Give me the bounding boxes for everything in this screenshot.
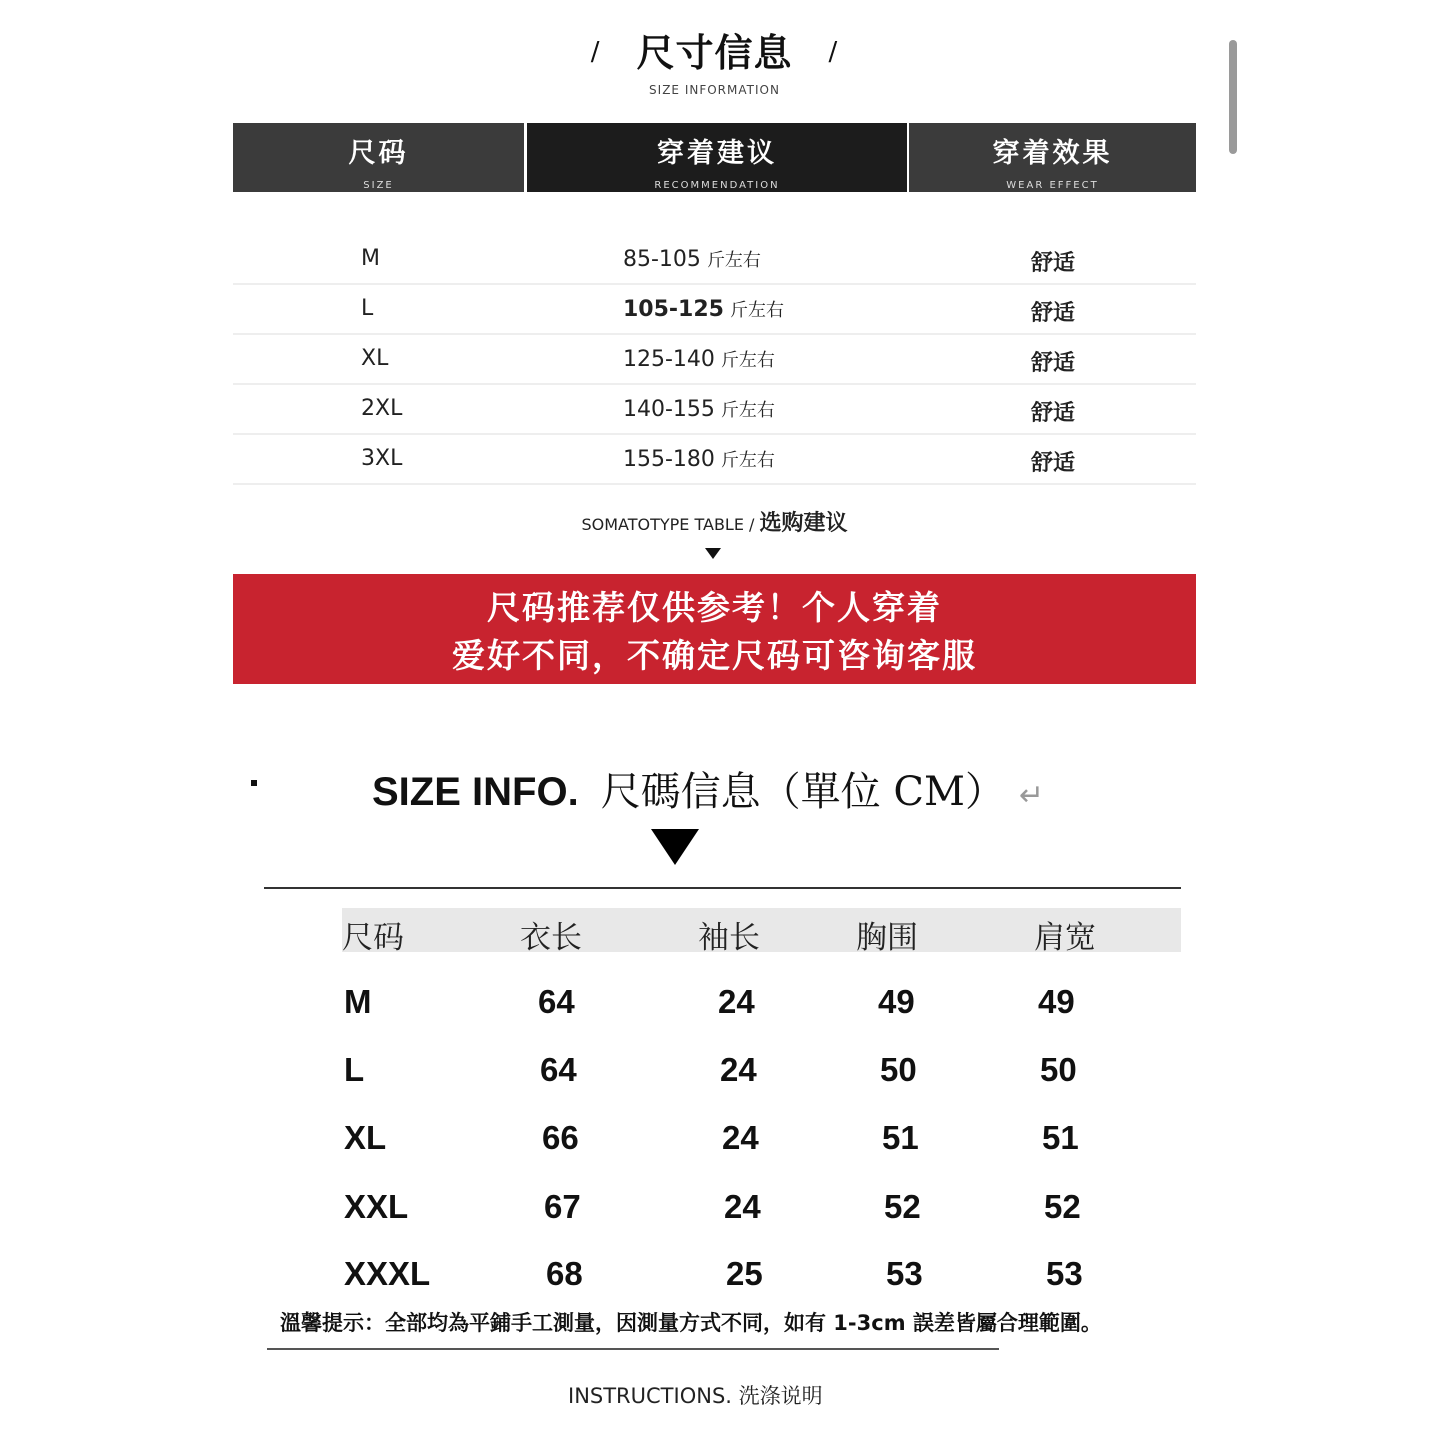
table-row xyxy=(342,1043,1181,1109)
rec-range-value: 155-180 xyxy=(623,447,715,472)
rec-range-value: 140-155 xyxy=(623,397,715,422)
cell-size: XXXL xyxy=(344,1255,431,1292)
table-row xyxy=(342,975,1181,1041)
cell-length: 64 xyxy=(540,1051,577,1088)
divider xyxy=(267,1348,999,1350)
cell-sleeve: 24 xyxy=(720,1051,757,1088)
measurement-tip: 溫馨提示：全部均為平鋪手工測量，因測量方式不同，如有 1-3cm 誤差皆屬合理範圍。 xyxy=(280,1311,1102,1335)
rec-range xyxy=(623,296,823,322)
bullet-dot xyxy=(251,780,257,786)
cell-sleeve: 24 xyxy=(724,1188,761,1225)
measure-table-header xyxy=(342,908,1181,956)
rec-row xyxy=(233,233,1196,285)
header-size-zh: 尺码 xyxy=(348,138,409,169)
cell-length: 66 xyxy=(542,1119,579,1156)
cell-chest: 51 xyxy=(882,1119,919,1156)
cell-shoulder: 50 xyxy=(1040,1051,1077,1088)
cell-size: XL xyxy=(344,1119,387,1156)
cell-shoulder: 52 xyxy=(1044,1188,1081,1225)
header-size-en: SIZE xyxy=(363,180,394,191)
rec-unit: 斤左右 xyxy=(706,250,761,271)
cell-shoulder: 49 xyxy=(1038,983,1075,1020)
cell-sleeve: 24 xyxy=(718,983,755,1020)
somatotype-zh: 选购建议 xyxy=(759,511,848,536)
cell-sleeve: 25 xyxy=(726,1255,763,1292)
rec-row xyxy=(233,433,1196,485)
th-length: 衣长 xyxy=(520,920,582,956)
rec-range xyxy=(623,346,823,372)
rec-size: 2XL xyxy=(361,396,403,421)
cell-length: 68 xyxy=(546,1255,583,1292)
size-info-title xyxy=(372,760,1044,817)
cell-chest: 53 xyxy=(886,1255,923,1292)
th-shoulder: 肩宽 xyxy=(1034,920,1096,956)
header-rec-en: RECOMMENDATION xyxy=(654,180,780,191)
rec-row xyxy=(233,383,1196,435)
notice-line-1: 尺码推荐仅供参考！个人穿着 xyxy=(487,588,942,627)
rec-effect: 舒适 xyxy=(1031,301,1076,326)
cell-shoulder: 53 xyxy=(1046,1255,1083,1292)
cell-sleeve: 24 xyxy=(722,1119,759,1156)
rec-effect: 舒适 xyxy=(1031,451,1076,476)
size-info-title-zh: 尺碼信息（單位 CM） xyxy=(600,769,1005,815)
page-title xyxy=(233,22,1196,77)
notice-banner xyxy=(233,574,1196,684)
column-header-recommendation xyxy=(527,123,907,192)
rec-effect: 舒适 xyxy=(1031,251,1076,276)
cell-length: 64 xyxy=(538,983,575,1020)
th-chest: 胸围 xyxy=(856,920,918,956)
rec-unit: 斤左右 xyxy=(720,400,775,421)
rec-effect: 舒适 xyxy=(1031,351,1076,376)
cell-size: M xyxy=(344,983,372,1020)
table-row xyxy=(342,1247,1181,1313)
cell-chest: 50 xyxy=(880,1051,917,1088)
cell-chest: 52 xyxy=(884,1188,921,1225)
rec-row xyxy=(233,283,1196,335)
somatotype-en: SOMATOTYPE TABLE / xyxy=(581,515,755,534)
rec-unit: 斤左右 xyxy=(720,350,775,371)
cell-size: XXL xyxy=(344,1188,409,1225)
header-eff-en: WEAR EFFECT xyxy=(1006,180,1099,191)
rec-size: 3XL xyxy=(361,446,403,471)
cell-shoulder: 51 xyxy=(1042,1119,1079,1156)
rec-size: M xyxy=(361,246,380,271)
column-header-wear-effect xyxy=(909,123,1196,192)
cell-chest: 49 xyxy=(878,983,915,1020)
rec-range xyxy=(623,246,823,272)
column-header-size xyxy=(233,123,524,192)
rec-size: XL xyxy=(361,346,389,371)
notice-line-2: 爱好不同，不确定尺码可咨询客服 xyxy=(452,636,977,675)
th-sleeve: 袖长 xyxy=(698,920,760,956)
divider xyxy=(264,887,1181,889)
rec-unit: 斤左右 xyxy=(729,300,784,321)
rec-range-value: 125-140 xyxy=(623,347,715,372)
scrollbar[interactable] xyxy=(1229,40,1237,154)
rec-range xyxy=(623,446,823,472)
rec-range xyxy=(623,396,823,422)
rec-range-value: 105-125 xyxy=(623,297,724,322)
title-slash-right: / xyxy=(828,37,839,67)
return-mark-icon: ↵ xyxy=(1018,778,1045,813)
table-row xyxy=(342,1180,1181,1246)
instructions-heading: INSTRUCTIONS. 洗涤说明 xyxy=(568,1384,823,1408)
large-down-triangle-icon xyxy=(651,829,699,865)
header-eff-zh: 穿着效果 xyxy=(992,138,1113,169)
th-size: 尺码 xyxy=(342,920,404,956)
title-text: 尺寸信息 xyxy=(636,31,793,75)
rec-row xyxy=(233,333,1196,385)
header-rec-zh: 穿着建议 xyxy=(657,138,777,169)
cell-size: L xyxy=(344,1051,365,1088)
rec-effect: 舒适 xyxy=(1031,401,1076,426)
rec-range-value: 85-105 xyxy=(623,247,701,272)
rec-size: L xyxy=(361,296,374,321)
size-info-title-en: SIZE INFO. xyxy=(372,770,579,814)
size-info-panel xyxy=(233,0,1196,700)
title-slash-left: / xyxy=(590,37,601,67)
table-row xyxy=(342,1111,1181,1177)
rec-unit: 斤左右 xyxy=(720,450,775,471)
down-triangle-icon xyxy=(705,548,721,559)
somatotype-caption xyxy=(233,506,1196,537)
cell-length: 67 xyxy=(544,1188,581,1225)
page-subtitle: SIZE INFORMATION xyxy=(649,83,780,97)
